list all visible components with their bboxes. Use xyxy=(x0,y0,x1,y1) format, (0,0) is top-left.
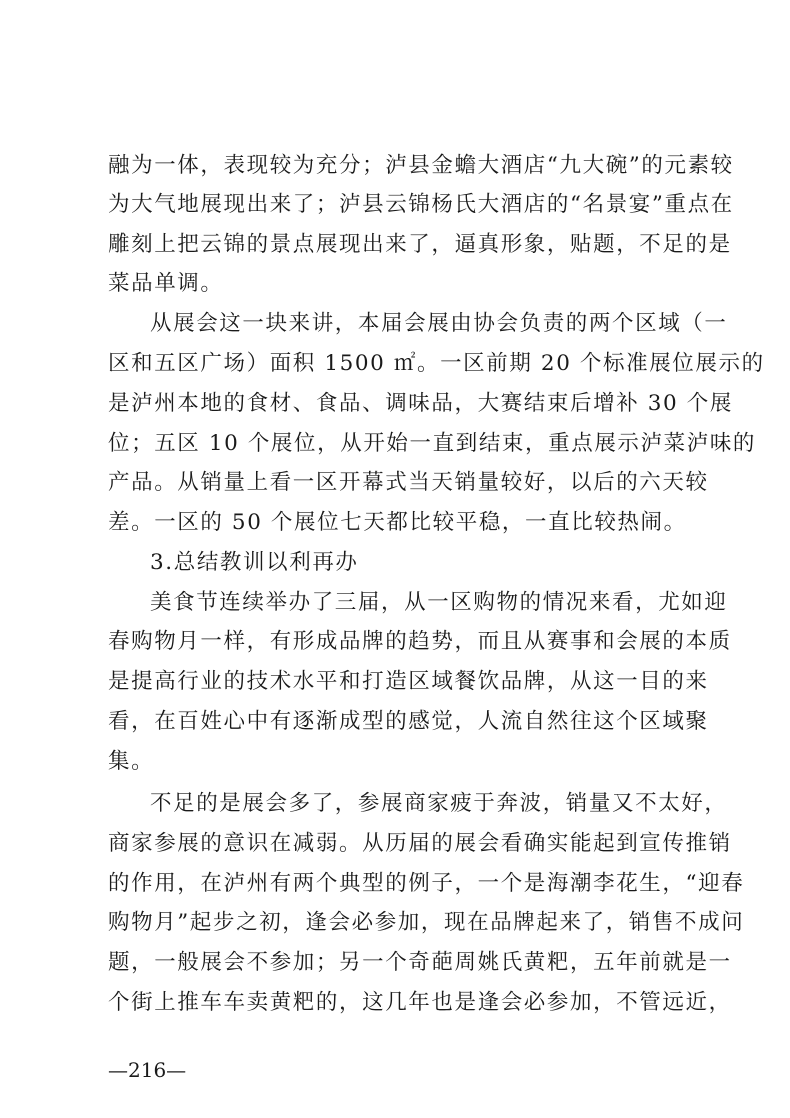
text-line-18: 商家参展的意识在减弱。从历届的展会看确实能起到宣传推销 xyxy=(108,831,732,856)
text-line-1: 融为一体，表现较为充分；泸县金蟾大酒店“九大碗”的元素较 xyxy=(108,153,734,178)
text-line-6: 区和五区广场）面积 1500 ㎡。一区前期 20 个标准展位展示的 xyxy=(108,351,765,376)
text-line-20: 购物月”起步之初，逢会必参加，现在品牌起来了，销售不成问 xyxy=(108,910,745,935)
text-line-2: 为大气地展现出来了；泸县云锦杨氏大酒店的“名景宴”重点在 xyxy=(108,192,734,217)
section-heading: 3.总结教训以利再办 xyxy=(150,550,359,575)
text-line-9: 产品。从销量上看一区开幕式当天销量较好，以后的六天较 xyxy=(108,470,709,495)
text-line-21: 题，一般展会不参加；另一个奇葩周姚氏黄粑，五年前就是一 xyxy=(108,950,732,975)
text-line-10: 差。一区的 50 个展位七天都比较平稳，一直比较热闹。 xyxy=(108,510,687,535)
page-number: —216— xyxy=(108,1058,187,1082)
paragraph-start-line: 美食节连续举办了三届，从一区购物的情况来看，尤如迎 xyxy=(150,590,728,615)
paragraph-start-line: 不足的是展会多了，参展商家疲于奔波，销量又不太好， xyxy=(150,791,728,816)
text-line-4: 菜品单调。 xyxy=(108,271,224,296)
paragraph-start-line: 从展会这一块来讲，本届会展由协会负责的两个区域（一 xyxy=(150,311,728,336)
text-line-16: 集。 xyxy=(108,749,155,774)
text-line-15: 看，在百姓心中有逐渐成型的感觉，人流自然往这个区域聚 xyxy=(108,709,709,734)
text-line-8: 位；五区 10 个展位，从开始一直到结束，重点展示泸菜泸味的 xyxy=(108,431,757,456)
text-line-13: 春购物月一样，有形成品牌的趋势，而且从赛事和会展的本质 xyxy=(108,629,732,654)
text-line-3: 雕刻上把云锦的景点展现出来了，逼真形象，贴题，不足的是 xyxy=(108,232,732,257)
text-line-22: 个街上推车车卖黄粑的，这几年也是逢会必参加，不管远近， xyxy=(108,990,732,1015)
text-line-14: 是提高行业的技术水平和打造区域餐饮品牌，从这一目的来 xyxy=(108,669,709,694)
text-line-19: 的作用，在泸州有两个典型的例子，一个是海潮李花生，“迎春 xyxy=(108,871,745,896)
text-line-7: 是泸州本地的食材、食品、调味品，大赛结束后增补 30 个展 xyxy=(108,391,733,416)
